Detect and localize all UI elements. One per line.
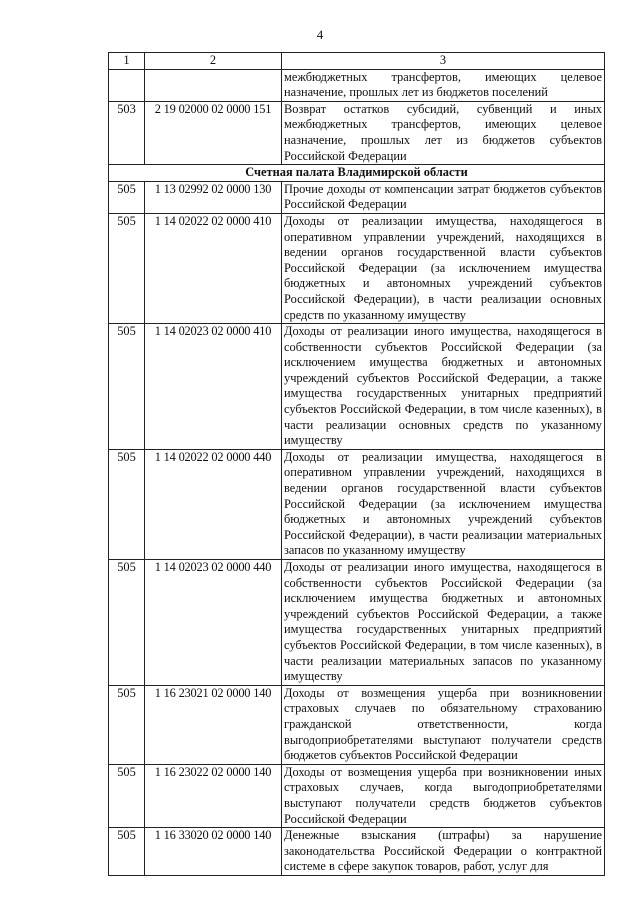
description-cell: Доходы от реализации иного имущества, находящегося в собственности субъектов Российской Федерации (за исключением имущества бюджетных и автономных учреждений субъектов Российской Федерации, а также имущества государственных унитарных предприятий субъектов Российской Федерации, в том числе казенных), в части реализации основных средств по указанному имуществу bbox=[282, 324, 605, 450]
revenue-code-cell: 1 14 02023 02 0000 410 bbox=[145, 324, 282, 450]
description-cell: Доходы от реализации имущества, находящегося в оперативном управлении учреждений, находящихся в ведении органов государственной власти субъектов Российской Федерации (за исключением имущества бюджетных и автономных учреждений субъектов Российской Федерации), в части реализации материальных запасов по указанному имуществу bbox=[282, 449, 605, 559]
table-row bbox=[109, 828, 605, 876]
description-cell: Доходы от возмещения ущерба при возникновении иных страховых случаев, когда выгодоприобретателями выступают получатели средств бюджетов субъектов Российской Федерации bbox=[282, 764, 605, 827]
table-row bbox=[109, 560, 605, 686]
table-header-row bbox=[109, 53, 605, 70]
revenue-code-cell bbox=[145, 69, 282, 101]
revenue-code-cell: 1 14 02022 02 0000 440 bbox=[145, 449, 282, 559]
description-cell: межбюджетных трансфертов, имеющих целевое назначение, прошлых лет из бюджетов поселений bbox=[282, 69, 605, 101]
admin-code-cell: 505 bbox=[109, 764, 145, 827]
revenue-code-cell: 1 16 33020 02 0000 140 bbox=[145, 828, 282, 876]
revenue-codes-table bbox=[108, 52, 605, 876]
revenue-code-cell: 1 14 02022 02 0000 410 bbox=[145, 213, 282, 323]
table-row bbox=[109, 181, 605, 213]
description-cell: Денежные взыскания (штрафы) за нарушение законодательства Российской Федерации о контрактной системе в сфере закупок товаров, работ, услуг для bbox=[282, 828, 605, 876]
table-row bbox=[109, 449, 605, 559]
description-cell: Доходы от возмещения ущерба при возникновении страховых случаев по обязательному страхованию гражданской ответственности, когда выгодоприобретателями выступают получатели средств бюджетов субъектов Российской Федерации bbox=[282, 685, 605, 764]
revenue-code-cell: 1 14 02023 02 0000 440 bbox=[145, 560, 282, 686]
description-cell: Прочие доходы от компенсации затрат бюджетов субъектов Российской Федерации bbox=[282, 181, 605, 213]
admin-code-cell: 505 bbox=[109, 560, 145, 686]
table-row bbox=[109, 324, 605, 450]
table-row bbox=[109, 685, 605, 764]
header-col-1: 1 bbox=[109, 53, 145, 70]
section-title: Счетная палата Владимирской области bbox=[109, 165, 605, 182]
header-col-2: 2 bbox=[145, 53, 282, 70]
description-cell: Возврат остатков субсидий, субвенций и иных межбюджетных трансфертов, имеющих целевое назначение, прошлых лет из бюджетов субъектов Российской Федерации bbox=[282, 101, 605, 164]
description-cell: Доходы от реализации иного имущества, находящегося в собственности субъектов Российской Федерации (за исключением имущества бюджетных и автономных учреждений субъектов Российской Федерации, а также имущества государственных унитарных предприятий субъектов Российской Федерации, в том числе казенных), в части реализации материальных запасов по указанному имуществу bbox=[282, 560, 605, 686]
admin-code-cell: 503 bbox=[109, 101, 145, 164]
table-row bbox=[109, 101, 605, 164]
revenue-code-cell: 1 13 02992 02 0000 130 bbox=[145, 181, 282, 213]
admin-code-cell bbox=[109, 69, 145, 101]
table-row bbox=[109, 69, 605, 101]
revenue-code-cell: 1 16 23022 02 0000 140 bbox=[145, 764, 282, 827]
table-row bbox=[109, 213, 605, 323]
admin-code-cell: 505 bbox=[109, 828, 145, 876]
page-number: 4 bbox=[316, 27, 324, 42]
admin-code-cell: 505 bbox=[109, 449, 145, 559]
admin-code-cell: 505 bbox=[109, 324, 145, 450]
admin-code-cell: 505 bbox=[109, 181, 145, 213]
description-cell: Доходы от реализации имущества, находящегося в оперативном управлении учреждений, находящихся в ведении органов государственной власти субъектов Российской Федерации (за исключением имущества бюджетных и автономных учреждений субъектов Российской Федерации), в части реализации основных средств по указанному имуществу bbox=[282, 213, 605, 323]
revenue-code-cell: 1 16 23021 02 0000 140 bbox=[145, 685, 282, 764]
admin-code-cell: 505 bbox=[109, 213, 145, 323]
section-header-row bbox=[109, 165, 605, 182]
revenue-code-cell: 2 19 02000 02 0000 151 bbox=[145, 101, 282, 164]
header-col-3: 3 bbox=[282, 53, 605, 70]
table-row bbox=[109, 764, 605, 827]
admin-code-cell: 505 bbox=[109, 685, 145, 764]
